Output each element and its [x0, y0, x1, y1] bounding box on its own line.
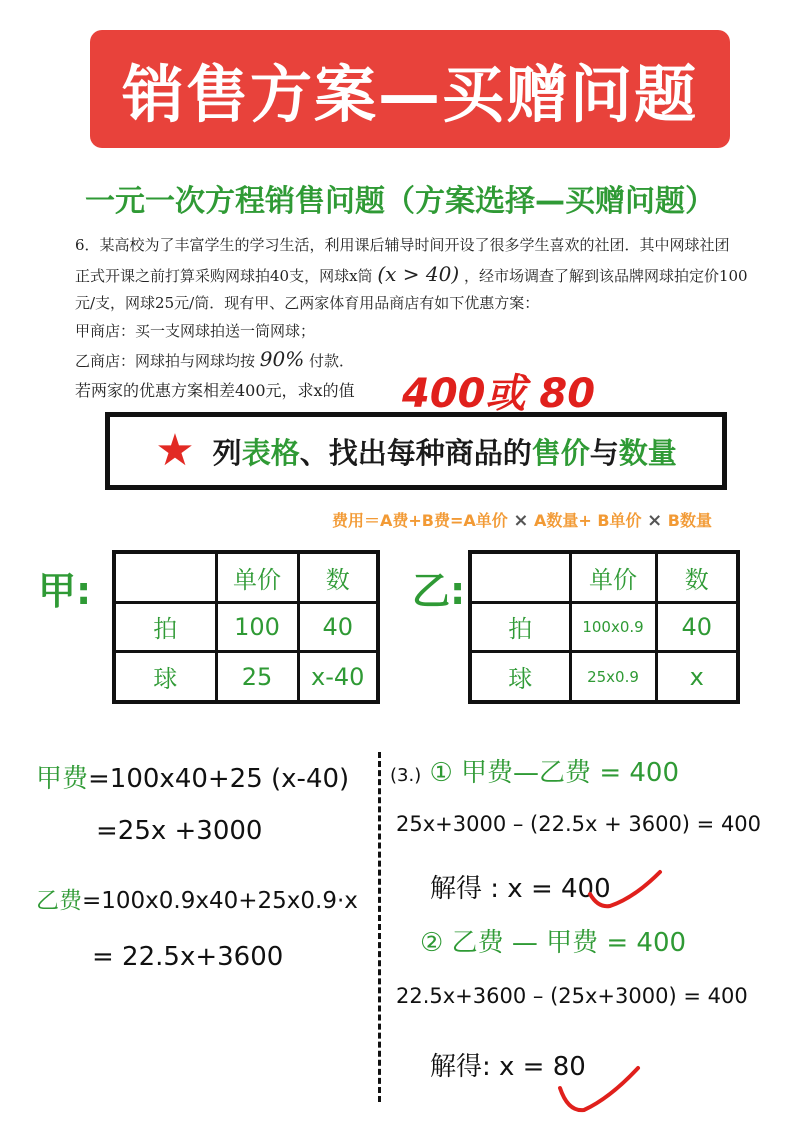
table-row: [470, 602, 738, 652]
yi-cost-label: 乙费: [36, 888, 82, 914]
table-cell: 球: [470, 652, 570, 702]
tip-box: [105, 412, 727, 490]
handwritten-answer: 400或 80: [402, 371, 596, 417]
tip-text-quantity: 数量: [618, 435, 677, 470]
title-banner: [90, 30, 730, 148]
work-case-1-heading: [390, 752, 679, 789]
problem-line-4: 甲商店：买一支网球拍送一筒网球；: [75, 322, 316, 340]
table-yi: [468, 550, 740, 704]
table-row: [114, 602, 378, 652]
yi-cost-expression: =100x0.9x40+25x0.9·x: [82, 888, 358, 914]
jia-cost-label: 甲费: [36, 764, 89, 794]
times-sign: ×: [513, 510, 529, 531]
table-header-quantity: 数: [656, 552, 738, 602]
dashed-divider: [378, 752, 381, 1102]
jia-cost-expression: =100x40+25 (x-40): [88, 764, 350, 794]
problem-percent: 90%: [259, 347, 305, 371]
table-jia: [112, 550, 380, 704]
table-cell: [470, 552, 570, 602]
formula-part-c: B数量: [667, 511, 712, 530]
subtitle: 一元一次方程销售问题（方案选择—买赠问题）: [85, 184, 715, 219]
formula-part-b: A数量+ B单价: [533, 511, 642, 530]
problem-line-2: [75, 262, 748, 286]
table-cell: 100: [216, 602, 298, 652]
work-yi-cost: [36, 882, 358, 915]
case-2-equation: ② 乙费 — 甲费 = 400: [420, 928, 687, 958]
tip-text-2: 、找出每种商品的: [299, 435, 532, 470]
table-row: [470, 652, 738, 702]
problem-line-2-text: 正式开课之前打算采购网球拍40支，网球x筒: [75, 267, 373, 285]
table-cell: x-40: [298, 652, 378, 702]
work-case-2-equation: 22.5x+3600 – (25x+3000) = 400: [396, 984, 748, 1008]
problem-line-2-tail: ，经市场调查了解到该品牌网球拍定价100: [463, 267, 748, 285]
page-title: 销售方案—买赠问题: [121, 57, 698, 131]
work-case-1-equation: 25x+3000 – (22.5x + 3600) = 400: [396, 812, 762, 836]
formula-part-a: 费用＝A费+B费=A单价: [331, 511, 508, 530]
case-1-equation: ① 甲费—乙费 = 400: [429, 758, 679, 788]
work-case-1-solution: 解得 : x = 400: [430, 874, 611, 904]
table-cell: 100x0.9: [570, 602, 656, 652]
table-cell: 25x0.9: [570, 652, 656, 702]
work-jia-simplified: =25x +3000: [96, 816, 263, 846]
table-cell: 拍: [114, 602, 216, 652]
table-cell: [114, 552, 216, 602]
table-cell: 40: [298, 602, 378, 652]
cost-formula: [0, 508, 790, 531]
tip-text-price: 售价: [531, 435, 590, 470]
table-cell: 25: [216, 652, 298, 702]
table-cell: 球: [114, 652, 216, 702]
work-yi-simplified: = 22.5x+3600: [92, 942, 284, 972]
problem-line-5: [75, 347, 354, 371]
table-row: [114, 552, 378, 602]
problem-line-1: 6．某高校为了丰富学生的学习生活，利用课后辅导时间开设了很多学生喜欢的社团．其中网球社团: [75, 236, 730, 254]
table-row: [470, 552, 738, 602]
table-cell: 拍: [470, 602, 570, 652]
tip-text-3: 与: [589, 435, 619, 470]
table-header-quantity: 数: [298, 552, 378, 602]
table-jia-label: 甲:: [38, 569, 92, 613]
problem-line-5-text: 乙商店：网球拍与网球均按: [75, 352, 256, 370]
table-yi-label: 乙:: [412, 569, 466, 613]
table-header-price: 单价: [216, 552, 298, 602]
work-jia-cost: [36, 758, 349, 795]
table-cell: x: [656, 652, 738, 702]
table-row: [114, 652, 378, 702]
table-cell: 40: [656, 602, 738, 652]
star-icon: ★: [155, 425, 195, 476]
table-header-price: 单价: [570, 552, 656, 602]
work-case-2-heading: [420, 922, 686, 959]
problem-line-3: 元/支，网球25元/筒．现有甲、乙两家体育用品商店有如下优惠方案：: [75, 294, 540, 312]
times-sign: ×: [647, 510, 663, 531]
check-mark-icon: [586, 864, 666, 914]
work-case-2-solution: 解得: x = 80: [430, 1052, 586, 1082]
check-mark-icon: [554, 1062, 644, 1118]
tip-text-table: 表格: [241, 435, 300, 470]
problem-line-5-tail: 付款．: [309, 352, 355, 370]
part-number: (3.): [390, 765, 422, 786]
problem-question: 若两家的优惠方案相差400元，求x的值: [75, 381, 355, 400]
problem-inequality: (x > 40): [377, 262, 460, 286]
tip-text-1: 列: [212, 435, 242, 470]
